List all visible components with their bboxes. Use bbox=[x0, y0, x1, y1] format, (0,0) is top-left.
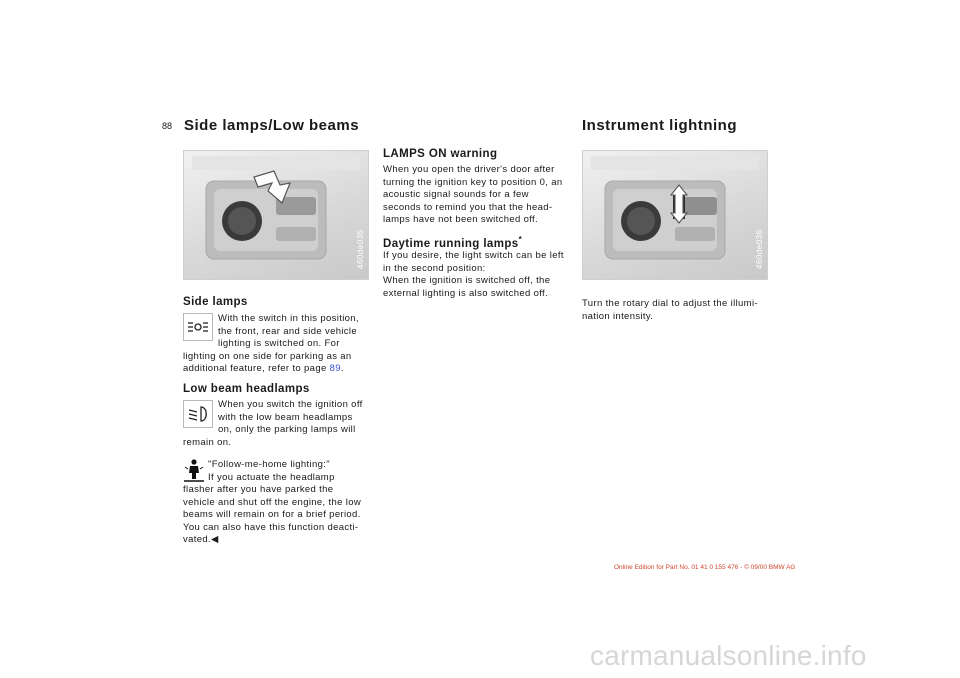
watermark: carmanualsonline.info bbox=[590, 640, 867, 671]
side-lamps-text-indented: With the switch in this position, the front, rear and side vehicle lighting is switched on. For bbox=[218, 313, 359, 349]
follow-me-home-text: flasher after you have parked the vehicle and shut off the engine, the low beams will remain on for a brief period. You can also have this function deacti- vated.◀ bbox=[183, 484, 362, 545]
heading-lamps-on-warning: LAMPS ON warning bbox=[383, 148, 498, 160]
end-mark-icon: ◀ bbox=[210, 534, 219, 545]
heading-daytime-running-lamps: Daytime running lamps* bbox=[383, 235, 523, 250]
light-switch-illustration bbox=[184, 151, 368, 279]
light-switch-photo bbox=[183, 150, 369, 280]
low-beam-text-indented: When you switch the ignition off with the low beam headlamps on, only the parking lamps will bbox=[218, 399, 363, 435]
side-lamps-text: lighting on one side for parking as an additional feature, refer to page 89. bbox=[183, 350, 352, 374]
dimmer-dial-photo bbox=[582, 150, 768, 280]
dimmer-dial-illustration bbox=[583, 151, 767, 279]
low-beam-icon bbox=[183, 400, 213, 428]
page-number: 88 bbox=[162, 121, 173, 131]
lamps-on-warning-text: When you open the driver's door after turning the ignition key to position 0, an acoustic signal sounds for a few seconds to remind you that the head- lamps have not been switched off. bbox=[383, 164, 563, 225]
section-title-side-lamps: Side lamps/Low beams bbox=[184, 117, 360, 134]
section-title-instrument-lightning: Instrument lightning bbox=[582, 117, 737, 134]
follow-me-home-text-indented: "Follow-me-home lighting:" If you actuate the headlamp bbox=[208, 459, 335, 483]
heading-side-lamps: Side lamps bbox=[183, 296, 248, 308]
heading-low-beam: Low beam headlamps bbox=[183, 383, 310, 395]
image-code: 460de035 bbox=[356, 229, 365, 269]
daytime-running-lamps-text: If you desire, the light switch can be left in the second position: When the ignition is switched off, the external lighting is also switched off. bbox=[383, 250, 564, 299]
page-link-89[interactable]: 89 bbox=[329, 363, 341, 374]
note-person-icon bbox=[183, 458, 205, 482]
instrument-lightning-text: Turn the rotary dial to adjust the illumi- nation intensity. bbox=[582, 298, 758, 322]
image-code: 460de036 bbox=[755, 229, 764, 269]
footer-edition-note: Online Edition for Part No. 01 41 0 155 476 - © 09/00 BMW AG bbox=[614, 564, 796, 571]
low-beam-text: remain on. bbox=[183, 436, 232, 448]
side-lamps-icon bbox=[183, 313, 213, 341]
